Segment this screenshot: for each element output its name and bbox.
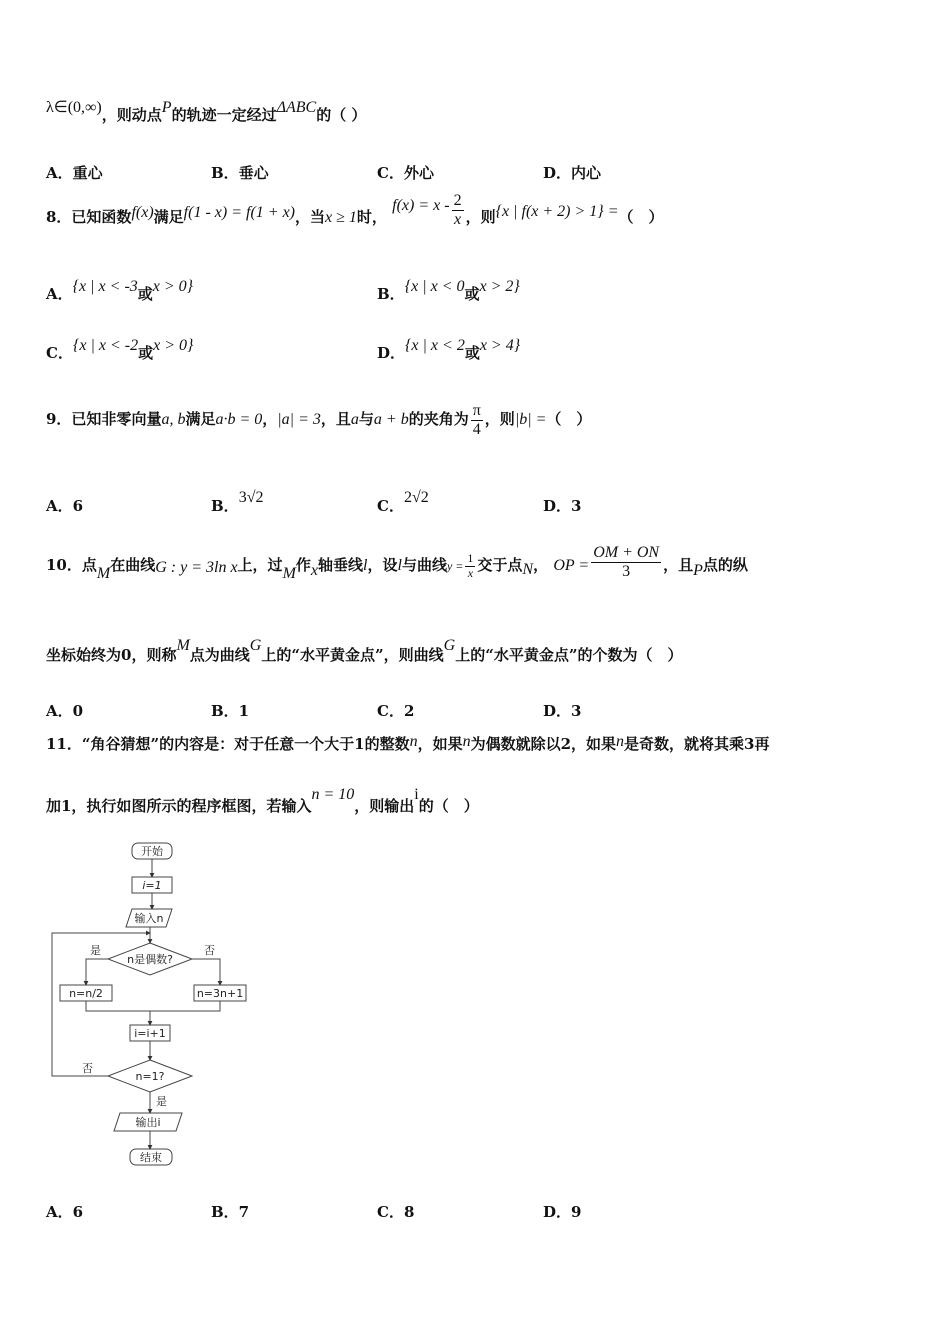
flow-end-text: 结束	[140, 1151, 162, 1164]
q11-option-a: A．6	[46, 1203, 84, 1221]
flow-init-text: i=1	[142, 879, 162, 892]
q9-option-d: D．3	[543, 497, 582, 515]
question-9: 9．已知非零向量a, b满足a·b = 0，|a| = 3，且a与a + b的夹角为 $\frac{\pi}{4}$ ，则|b| =（ ）	[46, 402, 592, 438]
flow-yes1-text: 是	[90, 944, 101, 957]
flow-cond1-text: n是偶数?	[127, 953, 173, 966]
q10-curve-frac: $\frac{1}{x}$	[467, 551, 474, 580]
question-10: 10．点M在曲线G : y = 3ln x上，过M作x轴垂线l，设l与曲线y = $\frac{1}{x}$ 交于点N， OP = $\frac{OM + ON}{3}$ ，且P点的纵	[46, 544, 748, 583]
q9-option-b: B．3√2	[211, 489, 264, 515]
question-11-line2: 加1，执行如图所示的程序框图，若输入n = 10，则输出i的（ ）	[46, 786, 479, 815]
q10-option-a: A．0	[46, 702, 84, 720]
question-10-line2: 坐标始终为0，则称M点为曲线G上的“水平黄金点”，则曲线G上的“水平黄金点”的个数为（ ）	[46, 637, 683, 664]
q11-option-c: C．8	[377, 1203, 415, 1221]
question-11: 11．“角谷猜想”的内容是：对于任意一个大于1的整数n，如果n为偶数就除以2，如果n是奇数，就将其乘3再	[46, 733, 770, 753]
q9-option-a: A．6	[46, 497, 84, 515]
q10-option-d: D．3	[543, 702, 582, 720]
question-8: 8．已知函数f(x)满足f(1 - x) = f(1 + x)，当x ≥ 1时， f(x) = x - $\frac{2}{x}$ ，则{x | f(x + 2) > 1} =（ ）	[46, 192, 664, 228]
q8-frac: $\frac{2}{x}$	[453, 192, 462, 228]
q9-option-c: C．2√2	[377, 489, 429, 515]
flow-no2-text: 否	[82, 1062, 93, 1075]
q10-option-b: B．1	[211, 702, 250, 720]
q7-option-c: C．外心	[377, 164, 434, 182]
flow-output-text: 输出i	[135, 1116, 161, 1129]
q9-angle-frac: $\frac{\pi}{4}$	[472, 402, 481, 438]
q7-option-b: B．垂心	[211, 164, 269, 182]
q8-option-c: C．{x | x < -2或x > 0}	[46, 337, 194, 362]
flow-inc-text: i=i+1	[134, 1027, 166, 1040]
q8-option-d: D．{x | x < 2或x > 4}	[377, 337, 521, 362]
q10-option-c: C．2	[377, 702, 415, 720]
flow-cond2-text: n=1?	[135, 1070, 165, 1083]
lambda-range: λ∈(0,∞)	[46, 99, 102, 116]
q8-option-b: B．{x | x < 0或x > 2}	[377, 278, 520, 303]
flow-odd-text: n=3n+1	[196, 987, 244, 1000]
flow-start-text: 开始	[141, 845, 163, 858]
flow-no1-text: 否	[204, 944, 215, 957]
flow-yes2-text: 是	[156, 1095, 167, 1108]
flow-input-text: 输入n	[134, 912, 164, 925]
q8-option-a: A．{x | x < -3或x > 0}	[46, 278, 194, 303]
q7-option-a: A．重心	[46, 164, 103, 182]
q11-option-d: D．9	[543, 1203, 582, 1221]
q11-option-b: B．7	[211, 1203, 250, 1221]
q10-op-frac: $\frac{OM + ON}{3}$	[593, 544, 660, 580]
flowchart	[46, 835, 286, 1175]
flow-even-text: n=n/2	[69, 987, 103, 1000]
q7-option-d: D．内心	[543, 164, 602, 182]
q7-tail: λ∈(0,∞)，则动点P的轨迹一定经过ΔABC的（ ）	[46, 99, 367, 124]
